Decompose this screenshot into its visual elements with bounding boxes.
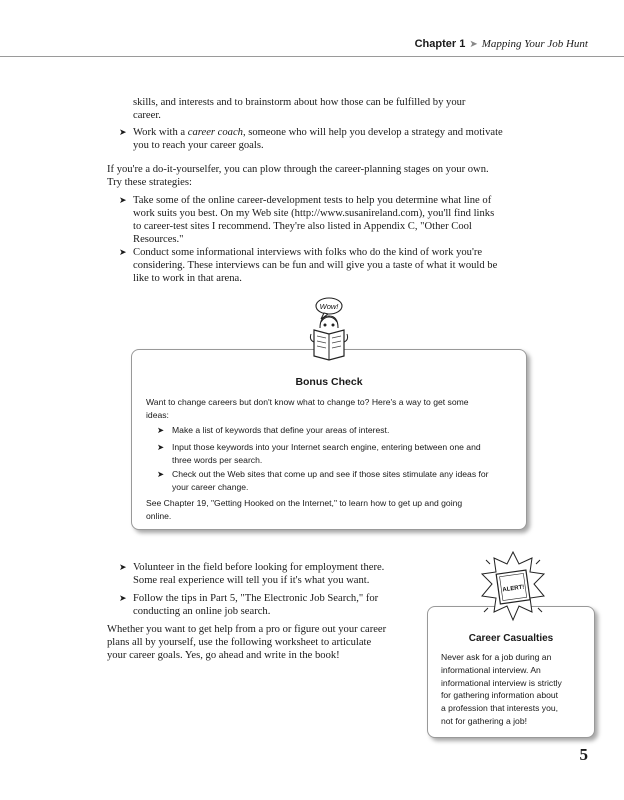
career-casualties-box [427, 606, 595, 738]
text-line: Volunteer in the field before looking for employment there. [133, 562, 385, 573]
text-line: conducting an online job search. [133, 606, 271, 617]
bullet-arrow-icon: ➤ [119, 195, 127, 205]
text-line: career. [133, 110, 161, 121]
text-line: Want to change careers but don't know what to change to? Here's a way to get some [146, 397, 469, 407]
bonus-outro [146, 497, 462, 523]
bullet-arrow-icon: ➤ [157, 425, 165, 435]
chapter-label: Chapter 1 [414, 38, 466, 50]
text-line: for gathering information about [441, 690, 559, 701]
career-casualties-text [441, 651, 586, 728]
bonus-intro [146, 396, 469, 422]
bullet-follow-tips [119, 592, 379, 618]
text-line: your career change. [172, 482, 249, 492]
bullet-arrow-icon: ➤ [157, 442, 165, 452]
text-line: Follow the tips in Part 5, "The Electronic Job Search," for [133, 593, 379, 604]
text-line: three words per search. [172, 455, 263, 465]
diy-paragraph [107, 163, 489, 189]
text-line: informational interview is strictly [441, 677, 562, 688]
text-line: your career goals. Yes, go ahead and write in the book! [107, 650, 340, 661]
alert-sign-icon [478, 550, 548, 622]
emphasis: career coach [187, 127, 243, 138]
text-line: Work with a career coach, someone who will help you develop a strategy and motivate [133, 127, 503, 138]
text-line: informational interview. An [441, 664, 541, 675]
continued-bullet [133, 96, 465, 122]
text-line: Check out the Web sites that come up and see if those sites stimulate any ideas for [172, 469, 489, 479]
bonus-check-box [131, 349, 527, 530]
text-line: you to reach your career goals. [133, 140, 264, 151]
text-line: ideas: [146, 410, 169, 420]
bonus-item [157, 441, 481, 467]
text-line: Make a list of keywords that define your areas of interest. [172, 425, 390, 435]
alert-badge-text: ALERT! [502, 584, 525, 594]
text-line: Conduct some informational interviews with folks who do the kind of work you're [133, 247, 483, 258]
text-line: Take some of the online career-development tests to help you determine what line of [133, 195, 492, 206]
text-line: skills, and interests and to brainstorm about how those can be fulfilled by your [133, 97, 466, 108]
header-rule [0, 56, 624, 57]
bullet-online-tests [119, 194, 495, 246]
career-casualties-title: Career Casualties [468, 633, 554, 644]
text-line: Try these strategies: [107, 177, 192, 188]
reading-figure-icon [304, 292, 356, 372]
bullet-arrow-icon: ➤ [157, 469, 165, 479]
text-line: plans all by yourself, use the following worksheet to articulate [107, 637, 372, 648]
section-title: Mapping Your Job Hunt [481, 38, 588, 50]
text-line: Whether you want to get help from a pro or figure out your career [107, 624, 387, 635]
bullet-arrow-icon: ➤ [119, 127, 127, 137]
text-line: If you're a do-it-yourselfer, you can plow through the career-planning stages on your own. [107, 164, 489, 175]
text-line: See Chapter 19, "Getting Hooked on the Internet," to learn how to get up and going [146, 498, 463, 508]
page-number: 5 [579, 745, 588, 764]
text-line: to career-test sites I recommend. They're also listed in Appendix C, "Other Cool [133, 221, 472, 232]
text-line: a profession that interests you, [441, 703, 559, 714]
bullet-arrow-icon: ➤ [119, 247, 127, 257]
arrow-icon: ➤ [469, 39, 478, 50]
text-line: online. [146, 511, 172, 521]
text-line: Some real experience will tell you if it's what you want. [133, 575, 370, 586]
bullet-interviews [119, 246, 498, 285]
speech-bubble-text: Wow! [319, 302, 339, 311]
bonus-item [157, 424, 390, 437]
bullet-volunteer [119, 561, 385, 587]
running-header [415, 38, 588, 50]
text-line: Input those keywords into your Internet search engine, entering between one and [172, 442, 481, 452]
text-line: Resources." [133, 234, 184, 245]
bullet-arrow-icon: ➤ [119, 593, 127, 603]
text-line: work suits you best. On my Web site (http://www.susanireland.com), you'll find links [133, 208, 495, 219]
text-line: Never ask for a job during an [441, 652, 552, 662]
bonus-item [157, 468, 489, 494]
worksheet-paragraph [107, 623, 386, 662]
bonus-check-title: Bonus Check [295, 376, 363, 388]
text-line: like to work in that arena. [133, 273, 242, 284]
bullet-career-coach [119, 126, 503, 152]
bullet-arrow-icon: ➤ [119, 562, 127, 572]
text-line: considering. These interviews can be fun and will give you a taste of what it would be [133, 260, 498, 271]
text-line: not for gathering a job! [441, 715, 527, 726]
